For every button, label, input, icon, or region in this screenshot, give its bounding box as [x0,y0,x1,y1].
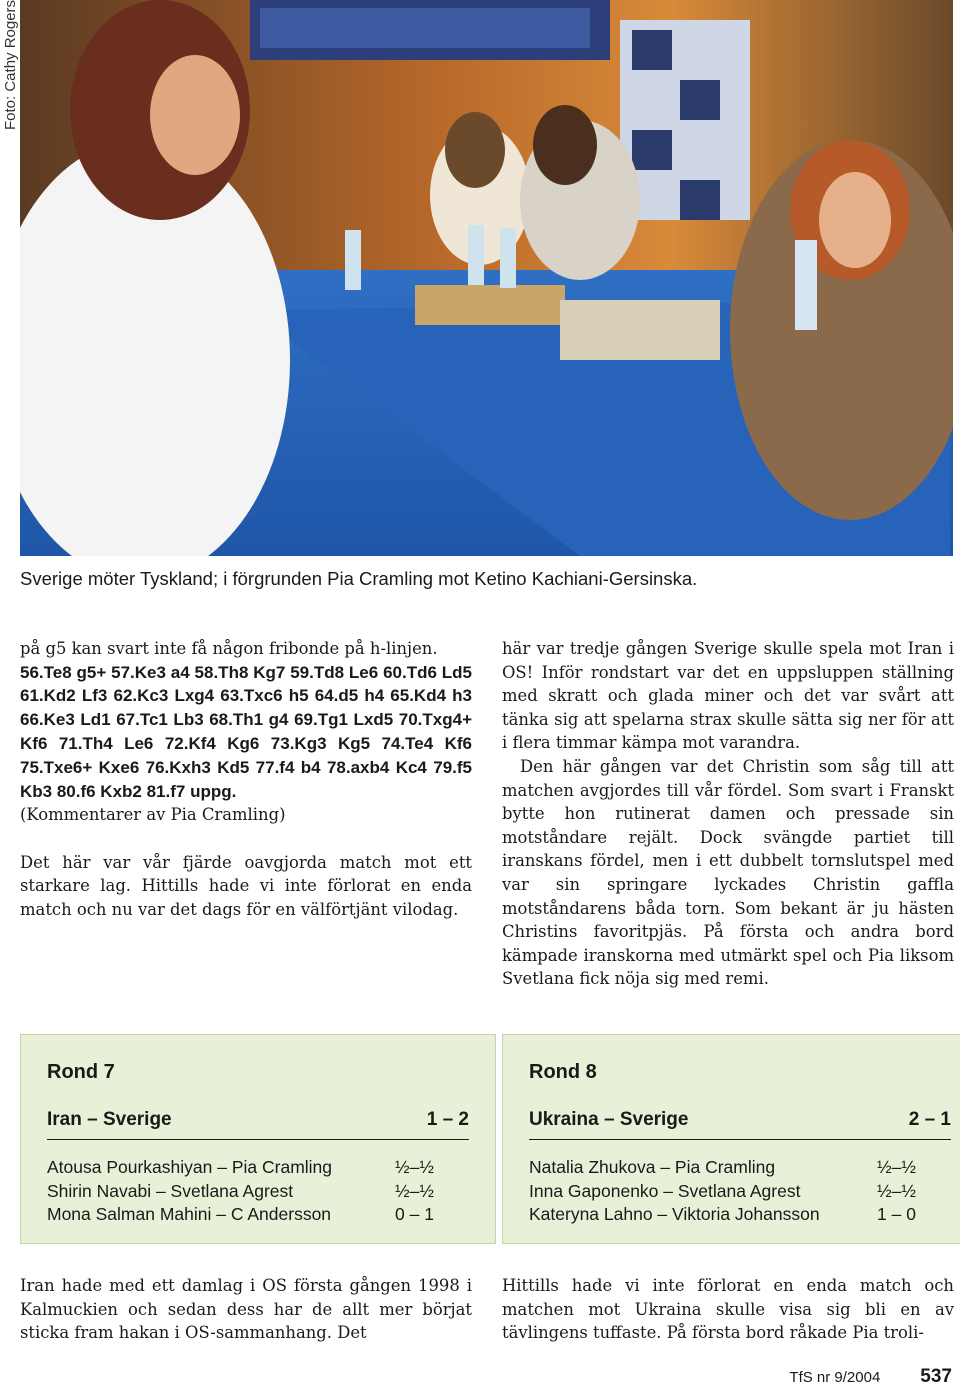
game-players: Natalia Zhukova – Pia Cramling [529,1157,776,1178]
game-players: Shirin Navabi – Svetlana Agrest [47,1180,294,1201]
round-7-box [20,1034,496,1244]
round-7-games [47,1156,469,1227]
right-paragraph-2: Den här gången var det Christin som såg till att matchen avgjordes till vår fördel. Som svart i Franskt bytte hon rutinerat damen och pressade sin motståndare rejält. Dock svängde partiet till iranskans fördel, men i ett dubbelt tornslutspel med var sin springare lyckades Christin gaffla motståndarens båda torn. Som bekant är ju hästen Christins favoritpjäs. På första och andra bord kämpade iranskorna med utmärkt spel och Pia liksom Svetlana fick nöja sig med remi. [502,756,954,989]
game-result: 1 – 0 [877,1204,916,1225]
game-players: Kateryna Lahno – Viktoria Johansson [529,1204,820,1225]
commentary-attribution: (Kommentarer av Pia Cramling) [20,805,286,825]
round-8-title: Rond 8 [529,1061,597,1083]
magazine-issue: TfS nr 9/2004 [789,1369,881,1386]
round-7-match [47,1109,469,1131]
game-players: Mona Salman Mahini – C Andersson [47,1204,332,1225]
round-8-teams: Ukraina – Sverige [529,1109,689,1130]
round-7-title: Rond 7 [47,1061,115,1083]
page-number: 537 [920,1366,952,1387]
divider [47,1139,469,1140]
round-8-box [502,1034,960,1244]
round-8-match [529,1109,951,1131]
left-paragraph: Det här var vår fjärde oavgjorda match mot ett starkare lag. Hittills hade vi inte förlorat en enda match och nu var det dags för en välförtjänt vilodag. [20,852,472,919]
page-footer [789,1366,952,1388]
game-players: Atousa Pourkashiyan – Pia Cramling [47,1157,333,1178]
bottom-right-text: Hittills hade vi inte förlorat en enda match och matchen mot Ukraina skulle visa sig bli en av tävlingens tuffaste. På första bord råkade Pia troli- [502,1276,954,1343]
game-row [529,1203,951,1227]
right-column [502,637,954,991]
game-row [47,1180,469,1204]
photo-caption: Sverige möter Tyskland; i förgrunden Pia Cramling mot Ketino Kachiani-Gersinska. [20,568,698,589]
round-7-score: 1 – 2 [426,1109,469,1130]
chess-match-photo [20,0,953,556]
photo-credit: Foto: Cathy Rogers [2,0,19,130]
round-7-teams: Iran – Sverige [47,1109,172,1130]
game-result: ½–½ [877,1180,916,1201]
game-result: ½–½ [395,1157,434,1178]
divider [529,1139,951,1140]
game-row [47,1156,469,1180]
left-intro: på g5 kan svart inte få någon fribonde på h-linjen. [20,639,438,658]
game-row [47,1203,469,1227]
game-moves: 56.Te8 g5+ 57.Ke3 a4 58.Th8 Kg7 59.Td8 Le6 60.Td6 Ld5 61.Kd2 Lf3 62.Kc3 Lxg4 63.Txc6 h5 64.d5 h4 65.Kd4 h3 66.Ke3 Ld1 67.Tc1 Lb3 68.Th1 g4 69.Tg1 Lxd5 70.Txg4+ Kf6 71.Th4 Le6 72.Kf4 Kg6 73.Kg3 Kg5 74.Te4 Kf6 75.Txe6+ Kxe6 76.Kxh3 Kd5 77.f4 b4 78.axb4 Kc4 79.f5 Kb3 80.f6 Kxb2 81.f7 uppg. [20,662,472,801]
game-result: 0 – 1 [395,1204,434,1225]
bottom-left-text: Iran hade med ett damlag i OS första gången 1998 i Kalmuckien och sedan dess har de allt mer börjat sticka fram hakan i OS-sammanhang. Det [20,1276,472,1343]
round-8-score: 2 – 1 [908,1109,951,1130]
round-8-games [529,1156,951,1227]
right-paragraph-1: här var tredje gången Sverige skulle spela mot Iran i OS! Inför rondstart var det en uppsluppen ställning med skratt och glada miner och det var svårt att tänka sig att spelarna strax skulle sätta sig ner för att i flera timmar kämpa mot varandra. [502,639,954,753]
game-row [529,1156,951,1180]
game-row [529,1180,951,1204]
left-column [20,637,472,921]
game-result: ½–½ [395,1180,434,1201]
game-players: Inna Gaponenko – Svetlana Agrest [529,1180,801,1201]
game-result: ½–½ [877,1157,916,1178]
